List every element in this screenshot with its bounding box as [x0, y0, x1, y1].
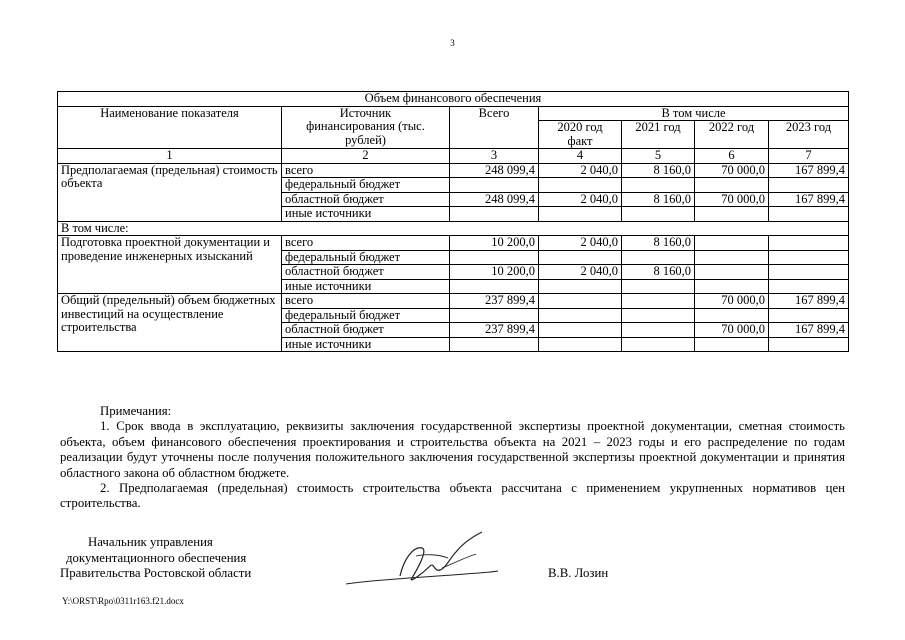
value-cell: [769, 265, 849, 280]
value-cell: [695, 207, 769, 222]
notes-section: [60, 404, 845, 512]
value-cell: 70 000,0: [695, 192, 769, 207]
value-cell: 8 160,0: [622, 236, 695, 251]
value-cell: [769, 250, 849, 265]
group-name: Предполагаемая (предельная) стоимость объекта: [58, 163, 282, 221]
value-cell: [695, 337, 769, 352]
source-cell: федеральный бюджет: [282, 308, 450, 323]
source-cell: иные источники: [282, 337, 450, 352]
financing-table: [57, 91, 849, 352]
note-item: 1. Срок ввода в эксплуатацию, реквизиты заключения государственной экспертизы проектной документации, сметная стоимость объекта, объем финансового обеспечения проектирования и строительства объекта на 2021 – 2023 годы и его распределение по годам реализации будут уточнены после получения положительного заключения государственной экспертизы проектной документации и принятия областного закона об областном бюджете.: [60, 419, 845, 480]
group-name: Подготовка проектной документации и проведение инженерных изысканий: [58, 236, 282, 294]
column-number: 2: [282, 149, 450, 164]
position-line: Правительства Ростовской области: [60, 566, 252, 580]
source-cell: иные источники: [282, 279, 450, 294]
value-cell: 70 000,0: [695, 323, 769, 338]
value-cell: 8 160,0: [622, 163, 695, 178]
value-cell: 237 899,4: [450, 323, 539, 338]
column-number: 1: [58, 149, 282, 164]
value-cell: [450, 178, 539, 193]
value-cell: [539, 323, 622, 338]
page-number: 3: [450, 38, 455, 48]
source-cell: иные источники: [282, 207, 450, 222]
value-cell: 70 000,0: [695, 294, 769, 309]
column-number: 3: [450, 149, 539, 164]
column-number: 5: [622, 149, 695, 164]
column-number: 6: [695, 149, 769, 164]
value-cell: [695, 279, 769, 294]
value-cell: [622, 323, 695, 338]
header-source: Источник финансирования (тыс. рублей): [282, 106, 450, 149]
column-number: 4: [539, 149, 622, 164]
value-cell: [539, 250, 622, 265]
value-cell: [769, 308, 849, 323]
value-cell: 167 899,4: [769, 163, 849, 178]
value-cell: 248 099,4: [450, 163, 539, 178]
note-item: 2. Предполагаемая (предельная) стоимость строительства объекта рассчитана с применением укрупненных нормативов цен строительства.: [60, 481, 845, 511]
header-year-2020: 2020 год факт: [539, 121, 622, 149]
value-cell: [450, 308, 539, 323]
table-row: [58, 236, 849, 251]
value-cell: [539, 294, 622, 309]
column-numbers-row: [58, 149, 849, 164]
value-cell: [695, 250, 769, 265]
in-that-number-label: В том числе:: [58, 221, 849, 236]
table-row: [58, 221, 849, 236]
value-cell: [695, 236, 769, 251]
handwritten-signature: [342, 528, 502, 592]
source-cell: областной бюджет: [282, 323, 450, 338]
file-path: Y:\ORST\Rpo\0311r163.f21.docx: [62, 596, 184, 606]
value-cell: [622, 294, 695, 309]
table-row: [58, 163, 849, 178]
value-cell: 237 899,4: [450, 294, 539, 309]
value-cell: [695, 178, 769, 193]
value-cell: [622, 178, 695, 193]
value-cell: 8 160,0: [622, 265, 695, 280]
table-caption: Объем финансового обеспечения: [58, 92, 849, 107]
value-cell: 10 200,0: [450, 236, 539, 251]
source-cell: областной бюджет: [282, 265, 450, 280]
value-cell: [622, 207, 695, 222]
source-cell: всего: [282, 236, 450, 251]
value-cell: 70 000,0: [695, 163, 769, 178]
value-cell: [539, 178, 622, 193]
header-indicator: Наименование показателя: [58, 106, 282, 149]
group-name: Общий (предельный) объем бюджетных инвестиций на осуществление строительства: [58, 294, 282, 352]
value-cell: [450, 207, 539, 222]
header-year-2021: 2021 год: [622, 121, 695, 149]
source-cell: федеральный бюджет: [282, 250, 450, 265]
value-cell: [695, 308, 769, 323]
value-cell: [695, 265, 769, 280]
value-cell: [539, 308, 622, 323]
position-line: документационного обеспечения: [66, 550, 247, 565]
table-row: [58, 294, 849, 309]
source-cell: всего: [282, 294, 450, 309]
notes-heading: Примечания:: [100, 404, 172, 418]
value-cell: [769, 337, 849, 352]
value-cell: [539, 337, 622, 352]
signatory-position: [60, 535, 251, 582]
value-cell: [622, 337, 695, 352]
source-cell: федеральный бюджет: [282, 178, 450, 193]
signatory-name: В.В. Лозин: [548, 566, 609, 580]
value-cell: [539, 207, 622, 222]
value-cell: [450, 279, 539, 294]
value-cell: 2 040,0: [539, 192, 622, 207]
source-cell: областной бюджет: [282, 192, 450, 207]
header-year-2023: 2023 год: [769, 121, 849, 149]
value-cell: [769, 279, 849, 294]
value-cell: 2 040,0: [539, 163, 622, 178]
value-cell: 8 160,0: [622, 192, 695, 207]
source-cell: всего: [282, 163, 450, 178]
value-cell: [622, 308, 695, 323]
value-cell: [450, 337, 539, 352]
value-cell: 248 099,4: [450, 192, 539, 207]
value-cell: 10 200,0: [450, 265, 539, 280]
value-cell: [450, 250, 539, 265]
header-year-2022: 2022 год: [695, 121, 769, 149]
value-cell: 167 899,4: [769, 192, 849, 207]
value-cell: [622, 279, 695, 294]
value-cell: 2 040,0: [539, 236, 622, 251]
value-cell: [622, 250, 695, 265]
value-cell: [769, 178, 849, 193]
position-line: Начальник управления: [88, 535, 213, 549]
column-number: 7: [769, 149, 849, 164]
header-total: Всего: [450, 106, 539, 149]
value-cell: 167 899,4: [769, 294, 849, 309]
value-cell: [769, 236, 849, 251]
value-cell: [769, 207, 849, 222]
header-including: В том числе: [539, 106, 849, 121]
value-cell: 2 040,0: [539, 265, 622, 280]
value-cell: 167 899,4: [769, 323, 849, 338]
value-cell: [539, 279, 622, 294]
